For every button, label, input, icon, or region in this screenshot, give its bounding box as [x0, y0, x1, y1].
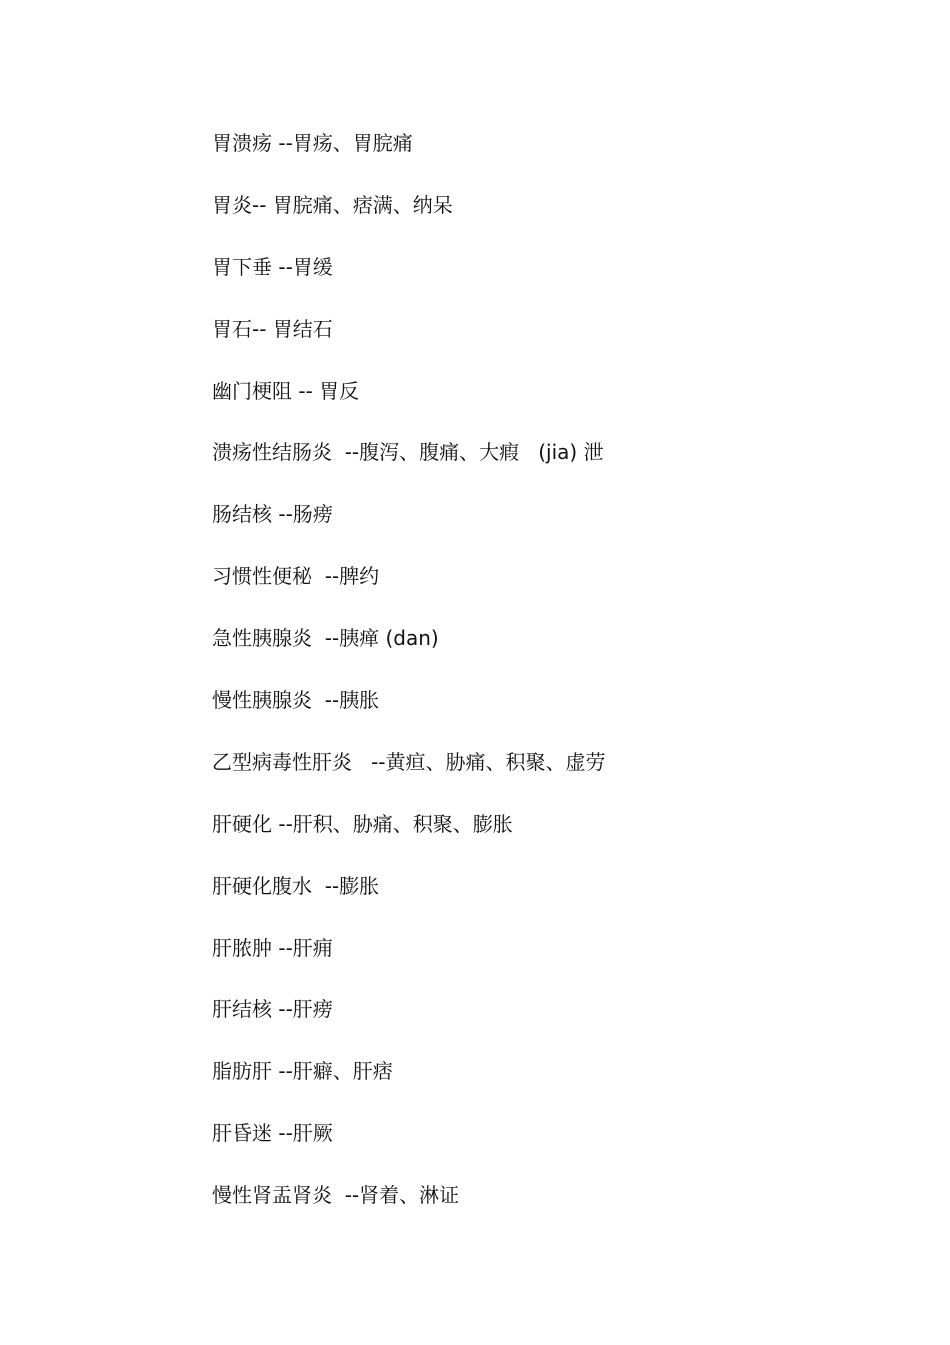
list-item: 胃下垂 --胃缓 — [212, 254, 333, 279]
list-item: 习惯性便秘 --脾约 — [212, 564, 380, 589]
list-item: 急性胰腺炎 --胰瘅 (dan) — [212, 626, 439, 651]
list-item: 肝硬化 --肝积、胁痛、积聚、膨胀 — [212, 811, 513, 836]
list-item: 肝脓肿 --肝痈 — [212, 935, 333, 960]
list-item: 脂肪肝 --肝癖、肝痞 — [212, 1059, 393, 1084]
list-item: 肠结核 --肠痨 — [212, 502, 333, 527]
list-item: 肝硬化腹水 --膨胀 — [212, 873, 380, 898]
list-item: 肝昏迷 --肝厥 — [212, 1121, 333, 1146]
list-item: 胃溃疡 --胃疡、胃脘痛 — [212, 131, 413, 155]
list-item: 胃石-- 胃结石 — [212, 316, 333, 341]
disease-term-list — [212, 124, 606, 1238]
list-item: 幽门梗阻 -- 胃反 — [212, 378, 360, 403]
list-item: 乙型病毒性肝炎 --黄疸、胁痛、积聚、虚劳 — [212, 749, 606, 774]
list-item: 慢性肾盂肾炎 --肾着、淋证 — [212, 1183, 460, 1208]
list-item: 胃炎-- 胃脘痛、痞满、纳呆 — [212, 192, 453, 217]
list-item: 溃疡性结肠炎 --腹泻、腹痛、大瘕 (jia) 泄 — [212, 440, 604, 465]
list-item: 肝结核 --肝痨 — [212, 997, 333, 1022]
list-item: 慢性胰腺炎 --胰胀 — [212, 688, 380, 713]
